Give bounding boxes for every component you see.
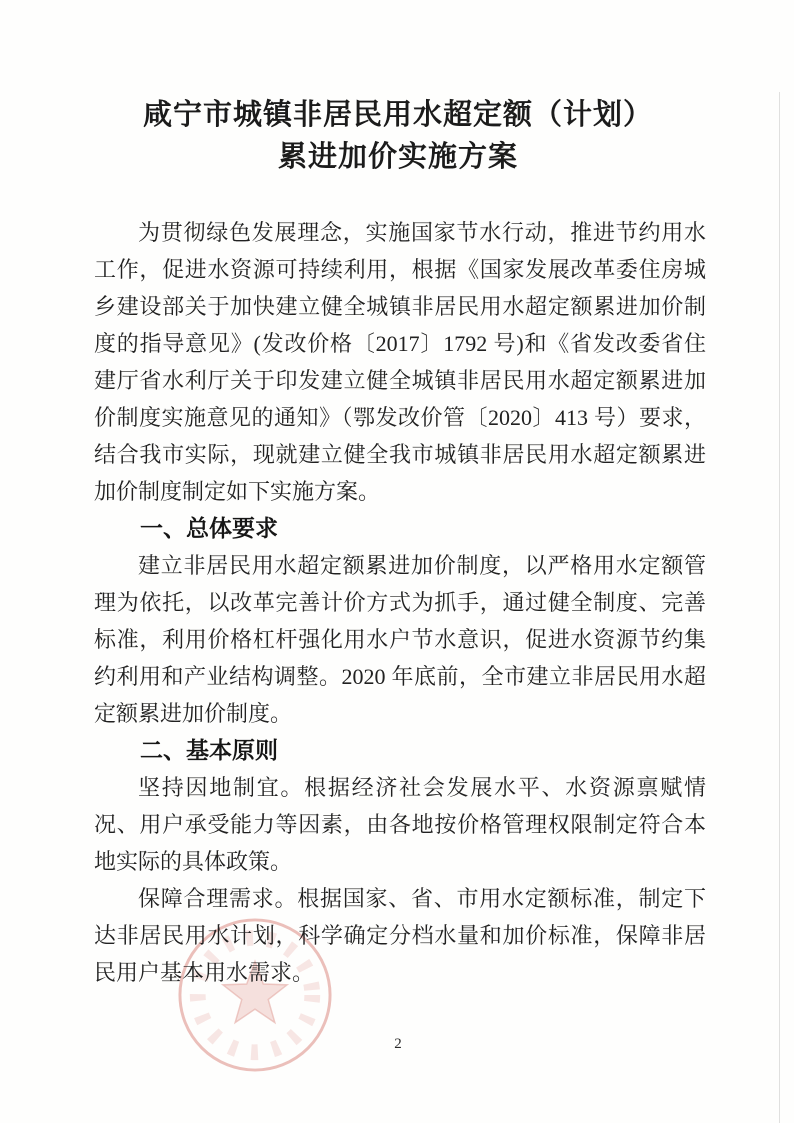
document-title bbox=[92, 94, 704, 178]
body-paragraph: 坚持因地制宜。根据经济社会发展水平、水资源禀赋情况、用户承受能力等因素，由各地按价格管理权限制定符合本地实际的具体政策。 bbox=[94, 775, 706, 874]
document-body bbox=[94, 214, 706, 991]
scan-edge-artifact bbox=[779, 92, 780, 1123]
body-paragraph: 为贯彻绿色发展理念，实施国家节水行动，推进节约用水工作，促进水资源可持续利用，根据《国家发展改革委住房城乡建设部关于加快建立健全城镇非居民用水超定额累进加价制度的指导意见》(发改价格〔2017〕1792 号)和《省发改委省住建厅省水利厅关于印发建立健全城镇非居民用水超定额累进加价制度实施意见的通知》（鄂发改价管〔2020〕413 号）要求，结合我市实际，现就建立健全我市城镇非居民用水超定额累进加价制度制定如下实施方案。 bbox=[94, 220, 706, 504]
body-paragraph: 建立非居民用水超定额累进加价制度，以严格用水定额管理为依托，以改革完善计价方式为抓手，通过健全制度、完善标准，利用价格杠杆强化用水户节水意识，促进水资源节约集约利用和产业结构调整。2020 年底前，全市建立非居民用水超定额累进加价制度。 bbox=[94, 553, 706, 726]
page-number: 2 bbox=[394, 1036, 402, 1052]
section-heading: 一、总体要求 bbox=[140, 515, 278, 541]
document-title-line2: 累进加价实施方案 bbox=[277, 141, 518, 173]
document-title-line1: 咸宁市城镇非居民用水超定额（计划） bbox=[142, 99, 653, 131]
body-paragraph: 保障合理需求。根据国家、省、市用水定额标准，制定下达非居民用水计划，科学确定分档水量和加价标准，保障非居民用户基本用水需求。 bbox=[94, 886, 706, 985]
section-heading: 二、基本原则 bbox=[140, 737, 278, 763]
